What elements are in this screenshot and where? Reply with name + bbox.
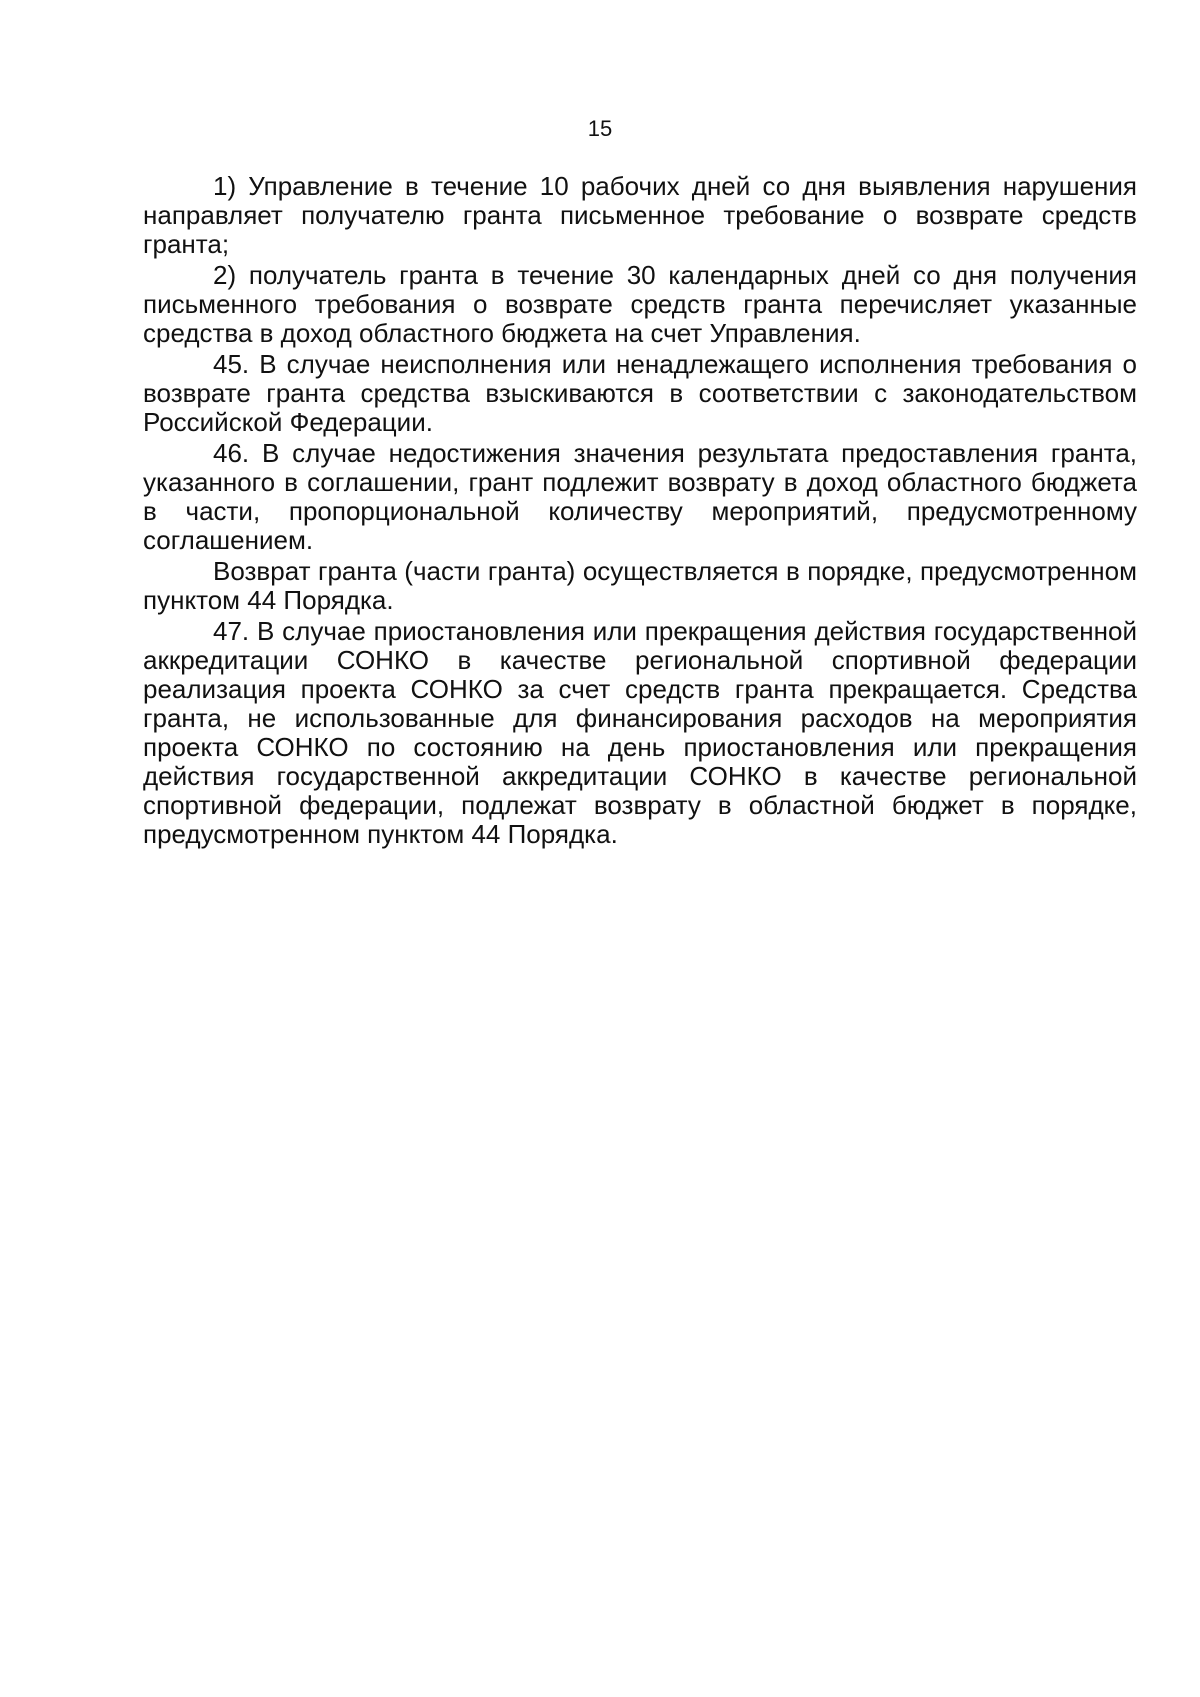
paragraph-item-1: 1) Управление в течение 10 рабочих дней со дня выявления нарушения направляет получателю гранта письменное требование о возврате средств гранта; — [143, 171, 1137, 259]
paragraph-item-2: 2) получатель гранта в течение 30 календарных дней со дня получения письменного требования о возврате средств гранта перечисляет указанные средства в доход областного бюджета на счет Управления. — [143, 260, 1137, 348]
paragraph-clause-45: 45. В случае неисполнения или ненадлежащего исполнения требования о возврате гранта средства взыскиваются в соответствии с законодательством Российской Федерации. — [143, 349, 1137, 437]
paragraph-clause-47: 47. В случае приостановления или прекращения действия государственной аккредитации СОНКО в качестве региональной спортивной федерации реализация проекта СОНКО за счет средств гранта прекращается. Средства гранта, не использованные для финансирования расходов на мероприятия проекта СОНКО по состоянию на день приостановления или прекращения действия государственной аккредитации СОНКО в качестве региональной спортивной федерации, подлежат возврату в областной бюджет в порядке, предусмотренном пунктом 44 Порядка. — [143, 616, 1137, 849]
document-body — [143, 172, 1137, 849]
paragraph-refund-note: Возврат гранта (части гранта) осуществляется в порядке, предусмотренном пунктом 44 Порядка. — [143, 556, 1137, 615]
paragraph-clause-46: 46. В случае недостижения значения результата предоставления гранта, указанного в соглашении, грант подлежит возврату в доход областного бюджета в части, пропорциональной количеству мероприятий, предусмотренному соглашением. — [143, 438, 1137, 555]
page-number: 15 — [587, 116, 613, 141]
